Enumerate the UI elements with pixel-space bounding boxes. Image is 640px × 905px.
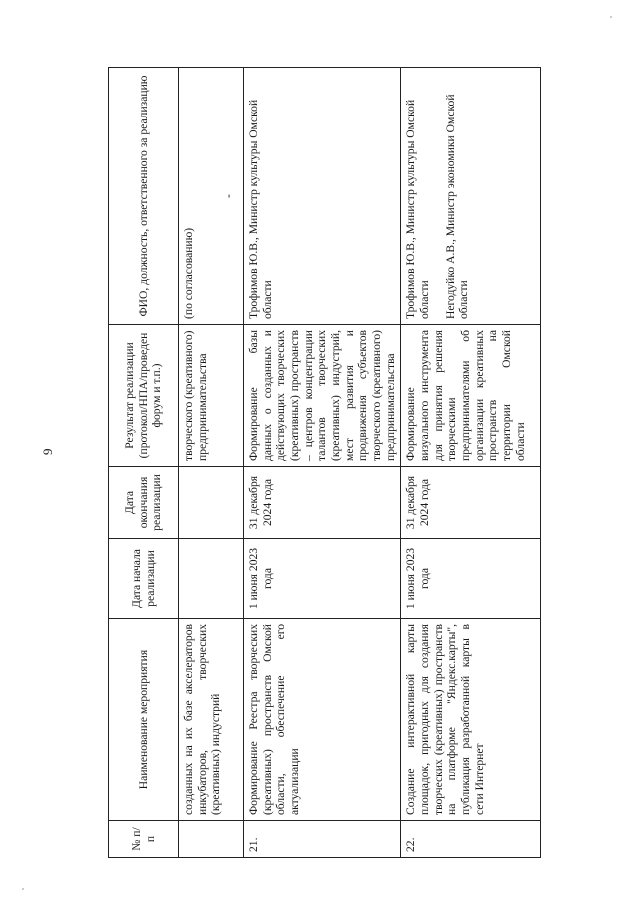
responsible-primary: Трофимов Ю.В., Министр культуры Омской области — [247, 99, 274, 319]
row-name: Создание интерактивной карты площадок, пригодных для создания творческих (креативных) пространств на платформе "Яндекс.карты", публикация разработанной карты в сети Интернет — [401, 619, 541, 821]
page-number: 9 — [40, 448, 55, 455]
header-name: Наименование мероприятия — [109, 619, 179, 821]
header-result: Результат реализации (протокол/НПА/проведен форум и т.п.) — [109, 325, 179, 467]
row-start — [179, 539, 244, 619]
row-start: 1 июня 2023 года — [401, 539, 541, 619]
table-row — [401, 68, 541, 858]
header-end: Дата окончания реализации — [109, 467, 179, 539]
row-end — [179, 467, 244, 539]
header-responsible: ФИО, должность, ответственного за реализацию — [109, 68, 179, 325]
row-end: 31 декабря 2024 года — [244, 467, 401, 539]
table-header-row — [109, 68, 179, 858]
scan-speck — [610, 16, 612, 18]
rotated-table-container — [108, 68, 526, 858]
responsible-primary: Трофимов Ю.В., Министр культуры Омской области — [404, 99, 432, 319]
row-responsible — [179, 68, 244, 325]
responsible-dash: - — [221, 194, 235, 198]
scan-speck — [22, 888, 24, 890]
row-num — [179, 821, 244, 858]
events-table — [108, 67, 541, 858]
row-responsible — [401, 68, 541, 325]
responsible-primary: (по согласованию) — [182, 227, 195, 319]
table-row — [179, 68, 244, 858]
row-result: творческого (креативного) предпринимательства — [179, 325, 244, 467]
row-result: Формирование базы данных о созданных и действующих творческих (креативных) пространств – центров концентрации талантов творческих (креативных) индустрий, мест развития и продвижения субъектов творческого (креативного) предпринимательства — [244, 325, 401, 467]
table-row — [244, 68, 401, 858]
row-name: Формирование Реестра творческих (креативных) пространств Омской области, обеспечение его актуализации — [244, 619, 401, 821]
row-name: созданных на их базе акселераторов инкубаторов, творческих (креативных) индустрий — [179, 619, 244, 821]
header-num: № п/п — [109, 821, 179, 858]
row-num: 22. — [401, 821, 541, 858]
row-num: 21. — [244, 821, 401, 858]
row-end: 31 декабря 2024 года — [401, 467, 541, 539]
responsible-secondary: Негодуйко А.В., Министр экономики Омской области — [443, 94, 471, 319]
row-result: Формирование визуального инструмента для принятия решения творческими предпринимателями об организации креативных пространств на территории Омской области — [401, 325, 541, 467]
row-responsible — [244, 68, 401, 325]
row-start: 1 июня 2023 года — [244, 539, 401, 619]
header-start: Дата начала реализации — [109, 539, 179, 619]
